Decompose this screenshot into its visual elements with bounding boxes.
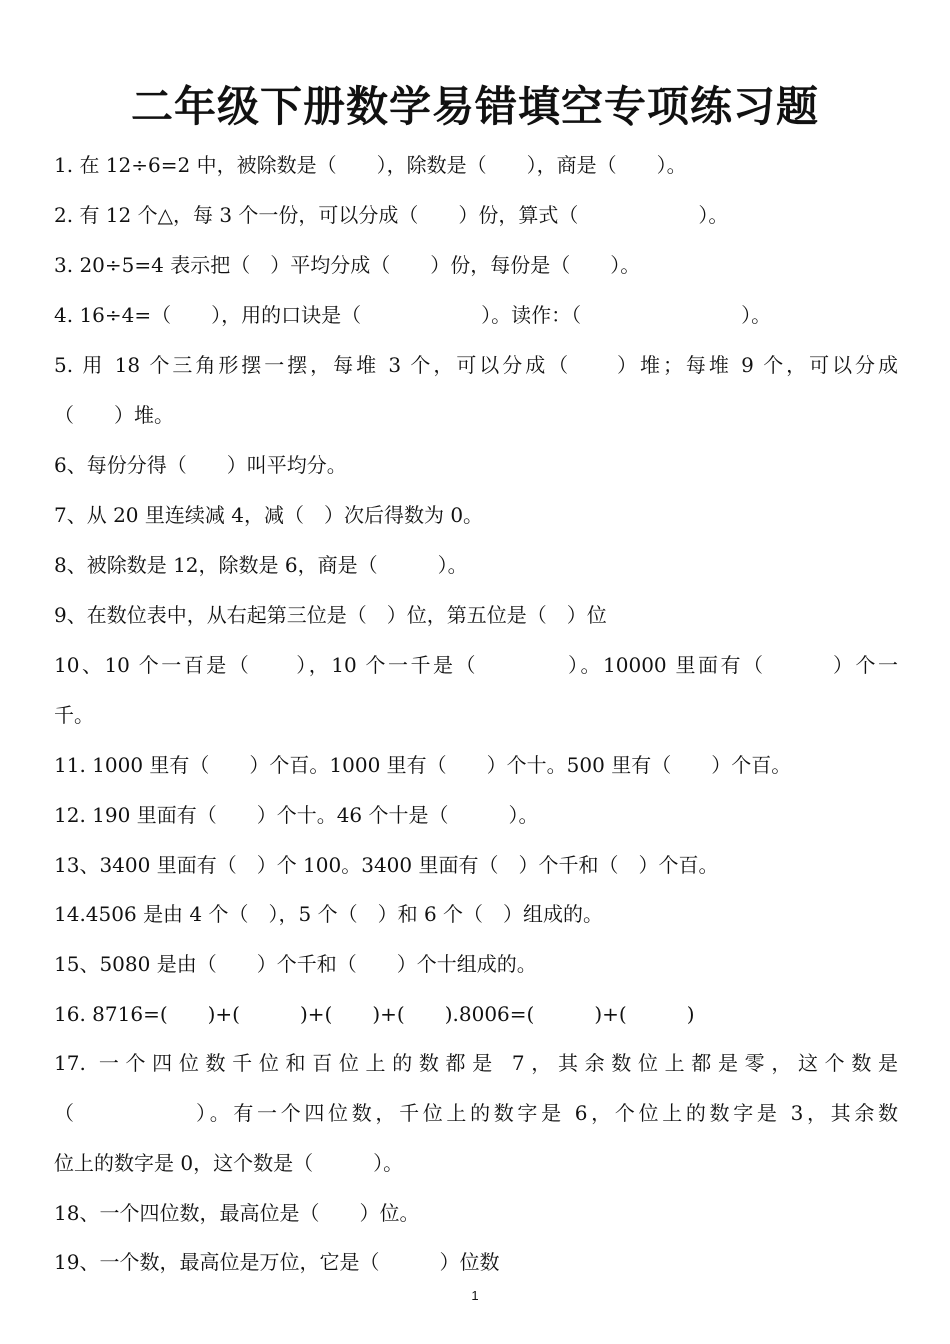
question-17-line-2: （ ）。有一个四位数，千位上的数字是 6，个位上的数字是 3，其余数 [54,1101,898,1125]
question-9: 9、在数位表中，从右起第三位是（ ）位，第五位是（ ）位 [54,603,607,627]
question-4: 4. 16÷4=（ ），用的口诀是（ ）。读作：（ ）。 [54,303,772,327]
question-6: 6、每份分得（ ）叫平均分。 [54,453,347,477]
question-5-line-2: （ ）堆。 [54,403,174,427]
question-16: 16. 8716=( )+( )+( )+( ).8006=( )+( ) [54,1002,695,1026]
question-15: 15、5080 是由（ ）个千和（ ）个十组成的。 [54,952,537,976]
question-8: 8、被除数是 12，除数是 6，商是（ ）。 [54,553,468,577]
question-10-line-2: 千。 [54,703,94,727]
question-10-line-1: 10、10 个一百是（ ），10 个一千是（ ）。10000 里面有（ ）个一 [54,653,898,677]
question-5-line-1: 5. 用 18 个三角形摆一摆，每堆 3 个，可以分成（ ）堆；每堆 9 个，可以分成 [54,353,898,377]
question-17-line-1: 17. 一个四位数千位和百位上的数都是 7，其余数位上都是零，这个数是 [54,1051,898,1075]
question-17-line-3: 位上的数字是 0，这个数是（ ）。 [54,1151,404,1175]
question-7: 7、从 20 里连续减 4，减（ ）次后得数为 0。 [54,503,484,527]
question-18: 18、一个四位数，最高位是（ ）位。 [54,1201,420,1225]
page-title: 二年级下册数学易错填空专项练习题 [130,82,819,131]
question-19: 19、一个数，最高位是万位，它是（ ）位数 [54,1250,500,1274]
question-12: 12. 190 里面有（ ）个十。46 个十是（ ）。 [54,803,539,827]
question-13: 13、3400 里面有（ ）个 100。3400 里面有（ ）个千和（ ）个百。 [54,853,719,877]
question-3: 3. 20÷5=4 表示把（ ）平均分成（ ）份，每份是（ ）。 [54,253,641,277]
question-11: 11. 1000 里有（ ）个百。1000 里有（ ）个十。500 里有（ ）个百。 [54,753,792,777]
question-1: 1. 在 12÷6=2 中，被除数是（ ），除数是（ ），商是（ ）。 [54,153,687,177]
question-2: 2. 有 12 个△，每 3 个一份，可以分成（ ）份，算式（ ）。 [54,203,729,227]
question-14: 14.4506 是由 4 个（ ），5 个（ ）和 6 个（ ）组成的。 [54,902,604,926]
page-number: 1 [471,1288,479,1303]
